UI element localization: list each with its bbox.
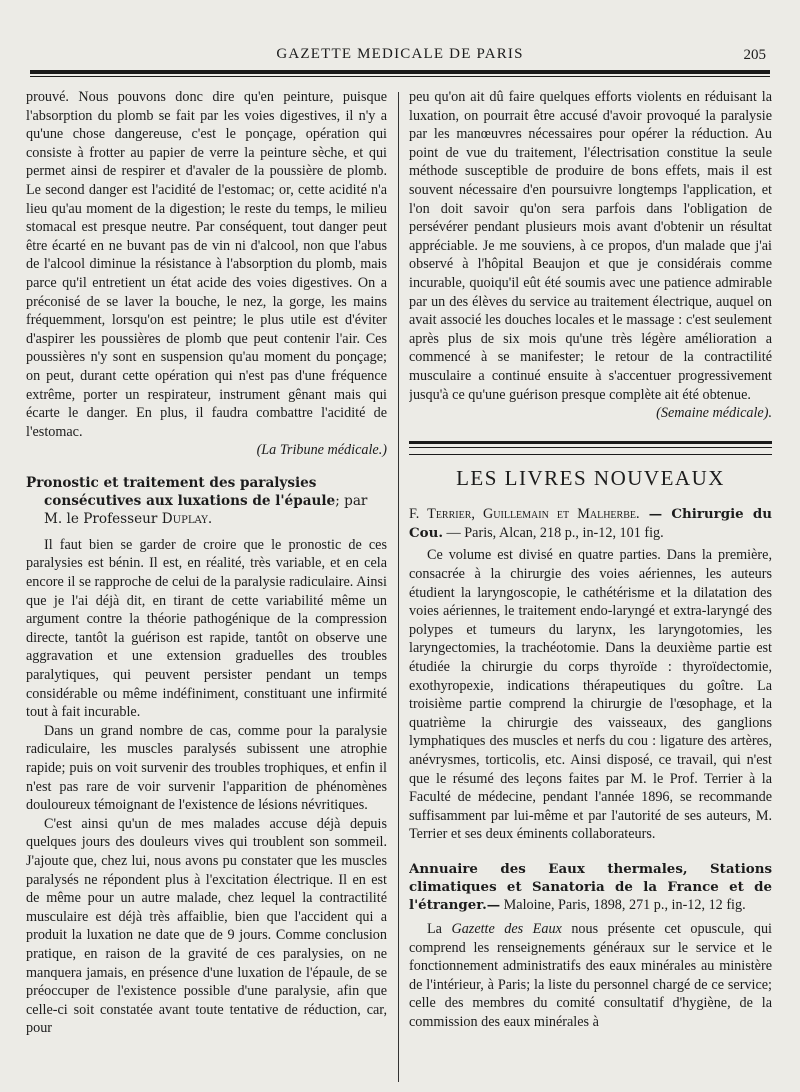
book-entry-heading [409, 860, 772, 914]
left-column [26, 88, 387, 1088]
book-details: — Paris, Alcan, 218 p., in-12, 101 fig. [443, 524, 664, 541]
review-italic-title: Gazette des Eaux [451, 920, 562, 937]
continuation-text: prouvé. Nous pouvons donc dire qu'en peinture, puisque l'absorption du plomb se fait par les voies digestives, il n'y a qu'une chose dangereuse, c'est le ponçage, opération qui consiste à frotter au papier de verre la peinture sèche, et qui permet ainsi de respirer et d'avaler de la poussière de plomb. Le second danger est l'acidité de l'estomac; or, cette acidité n'a lieu qu'au moment de la digestion; le reste du temps, le milieu stomacal est presque neutre. Par conséquent, tout danger peut être écarté en ne buvant pas de vin ni d'alcool, non que l'abus de l'alcool diminue la résistance à l'absorption du plomb, mais parce qu'il entretient un état acide des voies digestives. On a préconisé de se laver la bouche, le nez, la gorge, les mains fréquemment, lorsqu'on est peintre; le plus utile est d'éviter d'aspirer les poussières de plomb que peut contenir l'air. Ces poussières n'y sont en suspension qu'au moment du ponçage; on peut, durant cette opération qui n'est pas d'une fréquence extrême, porter un respirateur, instrument gênant mais qui écarte le danger. En plus, il faudra combattre l'acidité de l'estomac. [26, 89, 387, 440]
right-column [409, 88, 772, 1088]
book-authors: F. Terrier, Guillemain et Malherbe. [409, 506, 640, 523]
article-title: Pronostic et traitement des paralysies consécutives aux luxations de l'épaule [26, 474, 336, 509]
article-heading [26, 474, 387, 528]
section-rule [409, 441, 772, 448]
page-number: 205 [743, 47, 766, 63]
source-citation: (Semaine médicale). [656, 405, 772, 422]
review-text: nous présente cet opuscule, qui comprend les renseignements généraux sur le service et le fonctionnement administratifs des eaux minérales au ministère de l'intérieur, à Paris; la liste du personnel chargé de ce service; celle des membres du comité consultatif d'hygiène, de la commission des eaux minérales à [409, 920, 772, 1030]
book-review-paragraph [409, 920, 772, 1032]
book-review-paragraph: Ce volume est divisé en quatre parties. Dans la première, consacrée à la chirurgie des voies aériennes, les auteurs étudient la laryngoscopie, le cathétérisme et la dilatation des voies aériennes, le traitement endo-laryngé et extra-laryngé des polypes et tumeurs du larynx, les laryngotomies, les laryngectomies, la trachéotomie. Dans la deuxième partie est étudiée la chirurgie du corps thyroïde : thyroïdectomie, exothyropexie, indications thérapeutiques du goître. La troisième partie comprend la chirurgie de l'œsophage, et la quatrième la chirurgie des vaisseaux, des ganglions lymphatiques des muscles et nerfs du cou : ligature des artères, anévrysmes, torticolis, etc. Ainsi disposé, ce travail, qui n'est que le résumé des leçons faites par M. le Prof. Terrier à la Faculté de médecine, pendant l'année 1896, se recommande suffisamment par lui-même et par l'autorité de ses auteurs, M. Terrier et ses deux éminents collaborateurs. [409, 547, 772, 843]
section-rule-thin [409, 454, 772, 455]
section-title: LES LIVRES NOUVEAUX [456, 465, 725, 490]
article-author: Duplay. [161, 510, 213, 527]
review-prefix: La [427, 920, 452, 937]
article-byline-prefix: ; par M. le Professeur [44, 492, 368, 527]
article-paragraph: C'est ainsi qu'un de mes malades accuse déjà depuis quelques jours des douleurs vives qui troublent son sommeil. J'ajoute que, chez lui, nous avons pu constater que les muscles paralysés ne répondent plus à l'excitation électrique. Il en est de même pour un autre malade, chez lequel la contractilité musculaire est déjà très affaiblie, bien que l'accident qui a produit la luxation ne date que de 9 jours. Comme conclusion pratique, en raison de la gravité de ces paralysies, on ne manquera jamais, en présence d'une luxation de l'épaule, de se préoccuper de l'existence possible d'une paralysie, afin que celle-ci soit constatée avant toute tentative de réduction, car, pour [26, 815, 387, 1037]
article-paragraph: Dans un grand nombre de cas, comme pour la paralysie radiculaire, les muscles paralysés subissent une atrophie rapide; puis on voit survenir des troubles trophiques, et enfin il n'est pas rare de voir survenir l'apparition de phénomènes douloureux témoignant de l'existence de lésions névritiques. [26, 722, 387, 814]
running-title: GAZETTE MEDICALE DE PARIS [276, 46, 524, 62]
page-header [30, 44, 770, 68]
book-title: Chirurgie du Cou. [409, 506, 772, 541]
header-rule [30, 70, 770, 77]
book-title: Annuaire des Eaux thermales, Stations climatiques et Sanatoria de la France et de l'étranger.— [409, 860, 772, 913]
continuation-text: peu qu'on ait dû faire quelques efforts violents en réduisant la luxation, on pourrait être accusé d'avoir provoqué la paralysie par les manœuvres nécessaires pour opérer la réduction. Au point de vue du traitement, l'électrisation constitue la seule méthode susceptible de produire de bons effets, mais il est souvent nécessaire d'en poursuivre longtemps l'application, et l'on doit savoir qu'on sera parfois dans l'obligation de persévérer pendant plusieurs mois avant d'obtenir un résultat appréciable. Je me souviens, à ce propos, d'un malade que j'ai observé à l'hôpital Beaujon et que je considérais comme incurable, quoiqu'il eût été soumis avec une patience admirable par un des élèves du service au traitement électrique, auquel on avait associé les douches locales et le massage : c'est seulement après plus de six mois qu'une très légère amélioration a commencé à se manifester; le retour de la contractilité musculaire a continué ensuite à s'accentuer progressivement jusqu'à ce qu'une guérison presque complète ait été obtenue. [409, 89, 772, 403]
book-details: Maloine, Paris, 1898, 271 p., in-12, 12 fig. [500, 896, 746, 913]
book-dash: — [639, 506, 672, 523]
article-paragraph: Il faut bien se garder de croire que le pronostic de ces paralysies est bénin. Il est, en réalité, très variable, et en cela encore il se rapproche de celui de la paralysie radiculaire. Ainsi que je l'ai déjà dit, en tirant de cette variabilité même un argument contre la théorie pathogénique de la compression directe, tantôt la guérison est rapide, tantôt on observe une aggravation et une extension graduelles des troubles paralytiques, qui peuvent persister pendant un temps considérable ou même indéfiniment, constituant une infirmité tout à fait incurable. [26, 536, 387, 721]
book-entry-heading [409, 505, 772, 542]
source-citation: (La Tribune médicale.) [256, 442, 387, 459]
column-divider [398, 92, 399, 1082]
